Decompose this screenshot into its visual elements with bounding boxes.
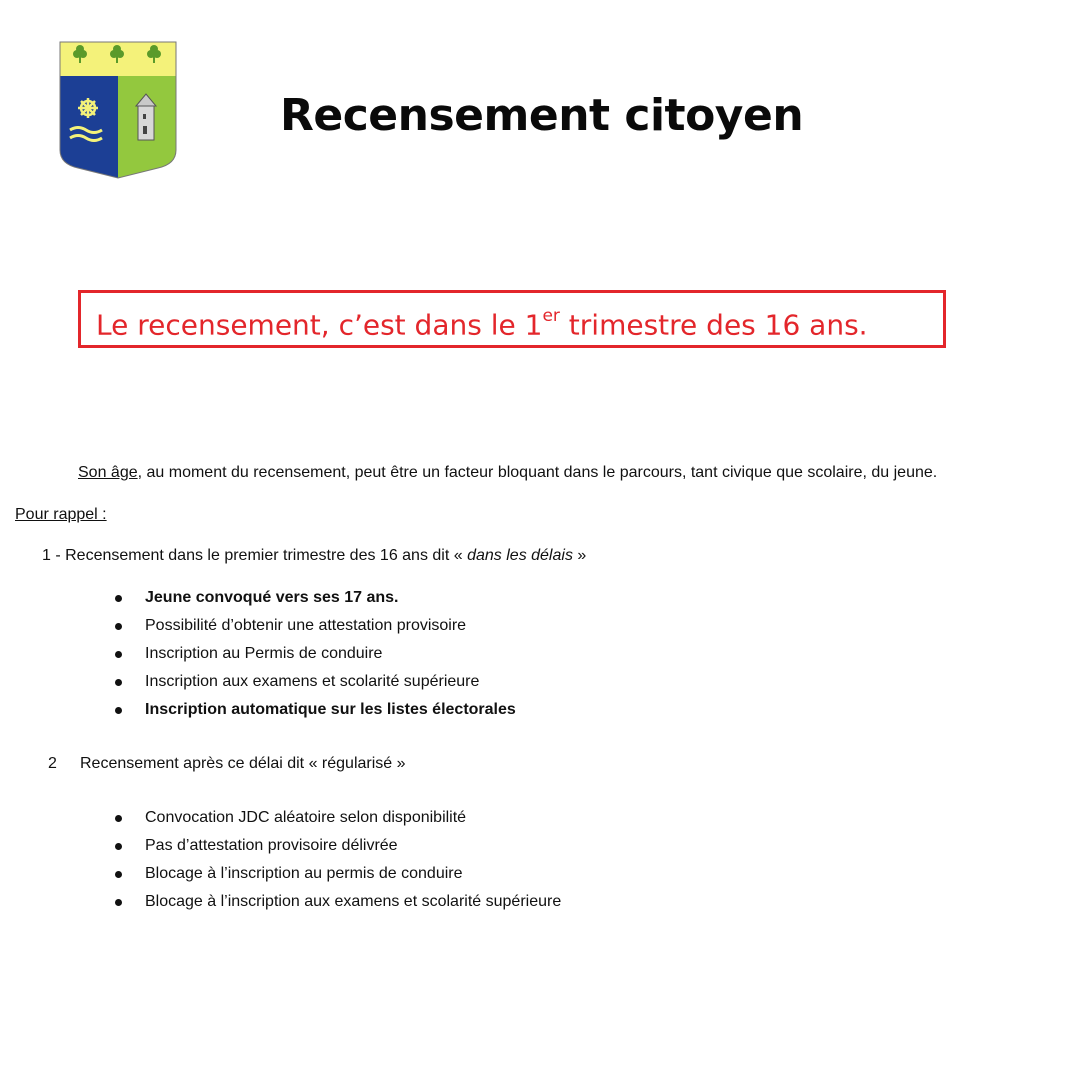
intro-paragraph bbox=[78, 464, 937, 482]
list-item: Inscription aux examens et scolarité supérieure bbox=[115, 668, 516, 696]
intro-underlined: Son âge bbox=[78, 464, 138, 481]
page-title: Recensement citoyen bbox=[280, 90, 804, 141]
highlight-banner bbox=[78, 290, 946, 348]
section1-heading bbox=[42, 547, 586, 565]
list-item: Possibilité d’obtenir une attestation provisoire bbox=[115, 612, 516, 640]
banner-superscript: er bbox=[542, 306, 560, 326]
intro-rest: , au moment du recensement, peut être un facteur bloquant dans le parcours, tant civique que scolaire, du jeune. bbox=[137, 464, 938, 481]
list-item: Inscription au Permis de conduire bbox=[115, 640, 516, 668]
list-item: Convocation JDC aléatoire selon disponibilité bbox=[115, 804, 561, 832]
section1-list bbox=[115, 584, 516, 724]
list-item: Blocage à l’inscription au permis de conduire bbox=[115, 860, 561, 888]
section2-heading: Recensement après ce délai dit « régularisé » bbox=[80, 755, 406, 772]
list-item: Pas d’attestation provisoire délivrée bbox=[115, 832, 561, 860]
section2-number: 2 bbox=[48, 755, 57, 772]
section1-heading-start: 1 - Recensement dans le premier trimestre des 16 ans dit « bbox=[42, 547, 468, 564]
section1-heading-end: » bbox=[572, 547, 587, 564]
list-item: Inscription automatique sur les listes électorales bbox=[115, 696, 516, 724]
section2-list bbox=[115, 804, 561, 916]
banner-text-end: trimestre des 16 ans. bbox=[559, 308, 868, 342]
coat-of-arms-icon bbox=[58, 40, 178, 180]
section1-heading-italic: dans les délais bbox=[467, 547, 573, 564]
banner-text-start: Le recensement, c’est dans le 1 bbox=[96, 308, 543, 342]
list-item: Blocage à l’inscription aux examens et scolarité supérieure bbox=[115, 888, 561, 916]
list-item: Jeune convoqué vers ses 17 ans. bbox=[115, 584, 516, 612]
reminder-label: Pour rappel : bbox=[15, 506, 107, 523]
